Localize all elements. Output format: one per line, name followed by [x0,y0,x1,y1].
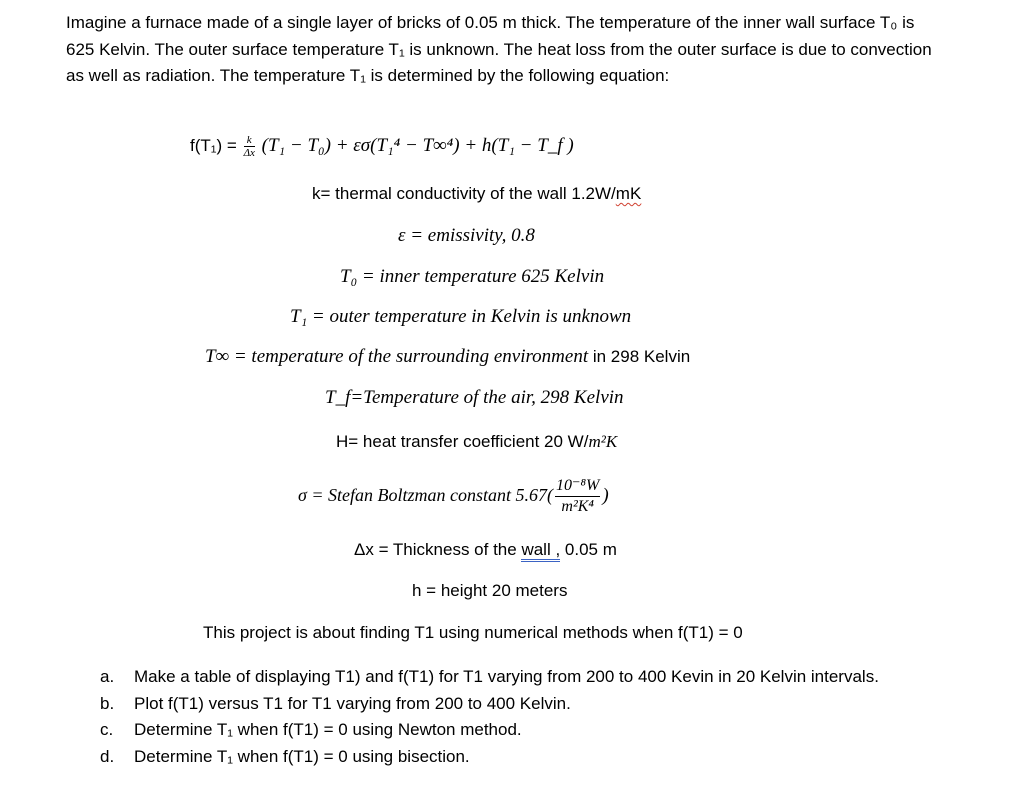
def-air-temperature: T_f=Temperature of the air, 298 Kelvin [325,387,624,408]
task-item [100,691,890,718]
sigma-unit-fraction [555,476,600,517]
k-definition: k= thermal conductivity of the wall 1.2W/ [312,184,616,203]
def-heat-transfer-coefficient [336,432,617,452]
main-equation [190,134,574,159]
task-list [100,664,890,770]
equation-lhs: f(T₁) = [190,135,237,155]
k-over-dx-fraction [244,134,255,159]
task-text: Plot f(T1) versus T1 for T1 varying from 200 to 400 Kelvin. [134,693,571,713]
task-item [100,664,890,691]
dx-definition: Δx = Thickness of the [354,540,522,559]
task-marker: a. [100,667,115,686]
sigma-denominator: m²K⁴ [561,498,594,515]
intro-paragraph: Imagine a furnace made of a single layer of bricks of 0.05 m thick. The temperature of the inner wall surface T₀ is 625 Kelvin. The outer surface temperature T₁ is unknown. The heat loss from the outer surface is due to convection as well as radiation. The temperature T₁ is determined by the following equation: [66,13,932,85]
sigma-definition: σ = Stefan Boltzman constant 5.67( [298,484,554,505]
equation-rhs: (T₁ − T₀) + εσ(T₁⁴ − T∞⁴) + h(T₁ − T_f ) [261,134,574,156]
fraction-denominator: Δx [243,147,255,159]
dx-wall-word: wall , [521,540,560,562]
h-unit: m²K [588,432,618,451]
def-stefan-boltzmann [298,476,609,517]
task-item [100,744,890,771]
task-item [100,717,890,744]
sigma-numerator: 10⁻⁸W [555,476,600,497]
sigma-close: ) [602,484,609,506]
def-thickness [354,540,617,560]
task-text: Determine T₁ when f(T1) = 0 using Newton method. [134,720,522,739]
task-text: Determine T₁ when f(T1) = 0 using bisection. [134,746,470,766]
h-definition: H= heat transfer coefficient 20 W/ [336,432,589,451]
def-inner-temperature: T₀ = inner temperature 625 Kelvin [340,266,605,287]
task-marker: c. [100,720,114,739]
fraction-numerator: k [244,134,255,147]
task-marker: d. [100,746,115,766]
def-surrounding-temperature [205,346,690,368]
dx-value: 0.05 m [560,540,617,559]
def-height: h = height 20 meters [412,581,568,600]
tinf-value: in 298 Kelvin [588,347,691,366]
tinf-math: T∞ = temperature of the surrounding environment [205,346,589,367]
def-emissivity: ε = emissivity, 0.8 [398,225,535,246]
project-statement: This project is about finding T1 using numerical methods when f(T1) = 0 [203,623,743,642]
k-unit: mK [615,184,642,203]
def-outer-temperature: T₁ = outer temperature in Kelvin is unknown [290,306,632,327]
def-thermal-conductivity [312,184,641,204]
task-marker: b. [100,693,115,713]
task-text: Make a table of displaying T1) and f(T1) for T1 varying from 200 to 400 Kevin in 20 Kelvin intervals. [134,667,879,686]
